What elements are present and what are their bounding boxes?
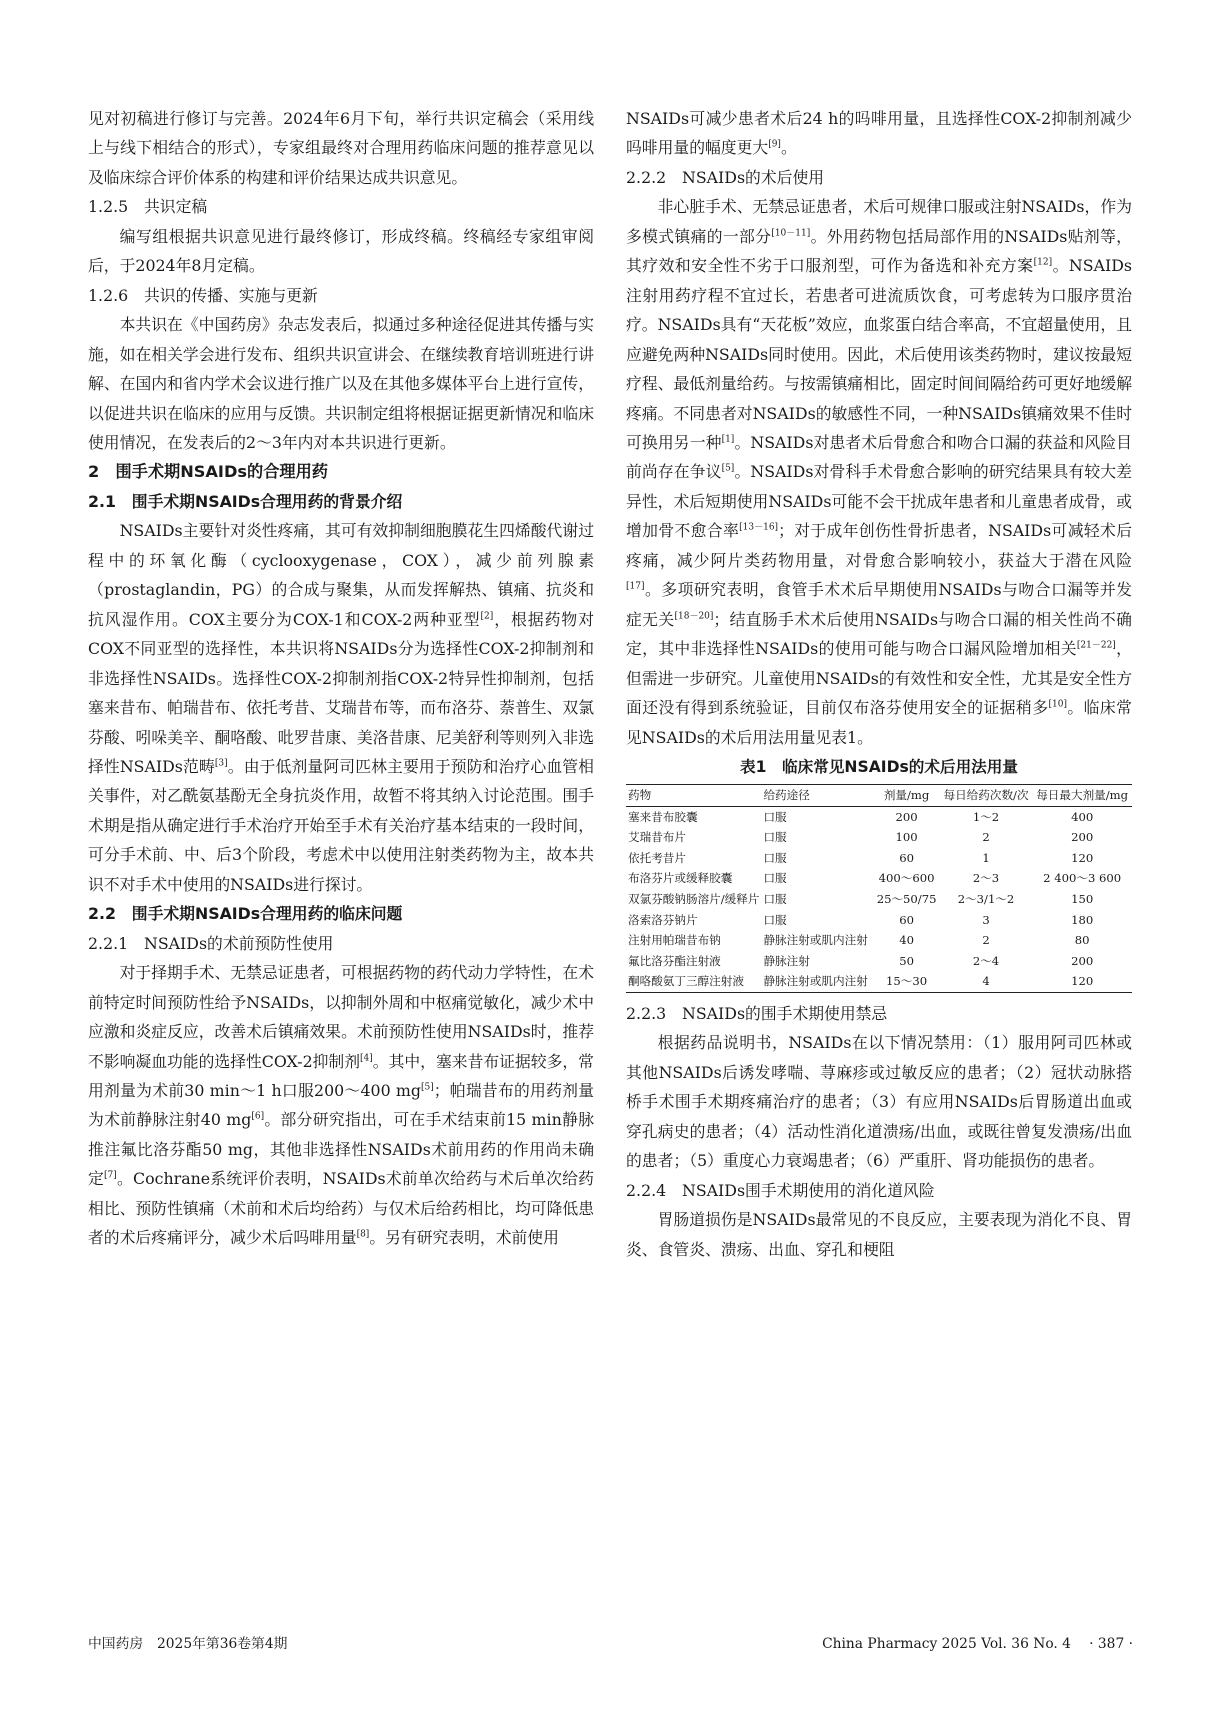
- table-cell: 2～3: [972, 871, 1000, 886]
- table-cell: 1: [982, 850, 990, 865]
- table-cell: 4: [982, 974, 990, 989]
- table-cell: 3: [982, 912, 990, 927]
- table-header-cell: 剂量/mg: [873, 784, 939, 806]
- table-cell: 1～2: [972, 809, 1000, 824]
- paragraph-2-2-4: 胃肠道损伤是NSAIDs最常见的不良反应，主要表现为消化不良、胃炎、食管炎、溃疡、出血、穿孔和梗阻: [626, 1210, 1132, 1259]
- table-header-row: [626, 784, 1132, 806]
- paragraph-2-2-3: 根据药品说明书，NSAIDs在以下情况禁用：（1）服用阿司匹林或其他NSAIDs后诱发哮喘、荨麻疹或过敏反应的患者；（2）冠状动脉搭桥手术围手术期疼痛治疗的患者；（3）有应用NSAIDs后胃肠道出血或穿孔病史的患者；（4）活动性消化道溃疡/出血，或既往曾复发溃疡/出血的患者；（5）重度心力衰竭患者；（6）严重肝、肾功能损伤的患者。: [626, 1033, 1132, 1171]
- table-cell: 200: [1071, 830, 1094, 845]
- text-segment: ，但需进一步研究。儿童使用NSAIDs的有效性和安全性，尤其是安全性方面还没有得到系统验证，目前仅布洛芬使用安全的证据稍多: [626, 639, 1132, 718]
- text-segment: 。Cochrane系统评价表明，NSAIDs术前单次给药与术后单次给药相比、预防性镇痛（术前和术后均给药）与仅术后给药相比，均可降低患者的术后疼痛评分，减少术后吗啡用量: [88, 1169, 594, 1248]
- table-cell: 静脉注射或肌内注射: [763, 933, 868, 948]
- citation-ref[interactable]: [18－20]: [674, 611, 714, 622]
- text-segment: 。: [780, 138, 797, 158]
- citation-ref[interactable]: [6]: [251, 1112, 265, 1123]
- heading-2-2-4: 2.2.4 NSAIDs围手术期使用的消化道风险: [626, 1180, 935, 1200]
- text-segment: NSAIDs主要针对炎性疼痛，其可有效抑制细胞膜花生四烯酸代谢过程中的环氧化酶（cyclooxygenase，COX），减少前列腺素（prostaglandin，PG）的合成与聚集，从而发挥解热、镇痛、抗炎和抗风湿作用。COX主要分为COX-1和COX-2两种亚型: [88, 521, 594, 629]
- table-row: [626, 971, 1132, 992]
- heading-2-1: 2.1 围手术期NSAIDs合理用药的背景介绍: [88, 491, 403, 511]
- citation-ref[interactable]: [7]: [104, 1171, 117, 1182]
- table-cell: 静脉注射或肌内注射: [763, 974, 868, 989]
- table-cell: 口服: [763, 912, 787, 927]
- citation-ref[interactable]: [10－11]: [771, 228, 811, 239]
- table-cell: 塞来昔布胶囊: [628, 809, 698, 824]
- heading-1-2-5: 1.2.5 共识定稿: [88, 197, 208, 217]
- table-cell: 60: [899, 912, 914, 927]
- citation-ref[interactable]: [13－16]: [739, 523, 779, 534]
- table-cell: 2～3/1～2: [957, 891, 1015, 906]
- table-cell: 180: [1071, 912, 1094, 927]
- text-segment: 对于择期手术、无禁忌证患者，可根据药物的药代动力学特性，在术前特定时间预防性给予NSAIDs，以抑制外周和中枢痛觉敏化，减少术中应激和炎症反应，改善术后镇痛效果。术前预防性使用NSAIDs时，推荐不影响凝血功能的选择性COX-2抑制剂: [88, 963, 594, 1071]
- text-segment: ；对于成年创伤性骨折患者，NSAIDs可减轻术后疼痛，减少阿片类药物用量，对骨愈合影响较小，获益大于潜在风险: [626, 521, 1132, 570]
- left-column: [88, 104, 594, 1253]
- table-header-cell: 每日最大剂量/mg: [1032, 784, 1132, 806]
- text-segment: 。多项研究表明，食管手术术后早期使用NSAIDs与吻合口漏等并发症无关: [626, 580, 1132, 629]
- paragraph-1-2-5: 编写组根据共识意见进行最终修订，形成终稿。终稿经专家组审阅后，于2024年8月定稿。: [88, 226, 594, 276]
- table-cell: 120: [1071, 850, 1094, 865]
- heading-1-2-6: 1.2.6 共识的传播、实施与更新: [88, 285, 318, 305]
- citation-ref[interactable]: [17]: [626, 581, 645, 592]
- text-segment: 。另有研究表明，术前使用: [369, 1228, 559, 1248]
- table-cell: 口服: [763, 891, 787, 906]
- heading-2-2-1: 2.2.1 NSAIDs的术前预防性使用: [88, 933, 334, 953]
- paragraph-continued: [626, 104, 1132, 163]
- heading-2-2: 2.2 围手术期NSAIDs合理用药的临床问题: [88, 904, 403, 924]
- text-segment: ，根据药物对COX不同亚型的选择性，本共识将NSAIDs分为选择性COX-2抑制剂和非选择性NSAIDs。选择性COX-2抑制剂指COX-2特异性抑制剂，包括塞来昔布、帕瑞昔布、依托考昔、艾瑞昔布等，而布洛芬、萘普生、双氯芬酸、吲哚美辛、酮咯酸、吡罗昔康、美洛昔康、尼美舒利等则列入非选择性NSAIDs范畴: [88, 609, 594, 776]
- text-segment: 非心脏手术、无禁忌证患者，术后可规律口服或注射NSAIDs，作为多模式镇痛的一部分: [626, 197, 1132, 246]
- table-cell: 布洛芬片或缓释胶囊: [628, 871, 733, 886]
- text-segment: 。NSAIDs对患者术后骨愈合和吻合口漏的获益和风险目前尚存在争议: [626, 432, 1132, 482]
- table-cell: 口服: [763, 850, 787, 865]
- text-segment: 。部分研究指出，可在手术结束前15 min静脉推注氟比洛芬酯50 mg，其他非选择性NSAIDs术前用药的作用尚未确定: [88, 1110, 594, 1189]
- table-row: [626, 827, 1132, 848]
- table-header-cell: 药物: [626, 784, 761, 806]
- paragraph-2-1: [88, 516, 594, 899]
- paragraph-intro: 见对初稿进行修订与完善。2024年6月下旬，举行共识定稿会（采用线上与线下相结合的形式），专家组最终对合理用药临床问题的推荐意见以及临床综合评价体系的构建和评价结果达成共识意见。: [88, 109, 594, 187]
- text-segment: 。由于低剂量阿司匹林主要用于预防和治疗心血管相关事件，对乙酰氨基酚无全身抗炎作用，故暂不将其纳入讨论范围。围手术期是指从确定进行手术治疗开始至手术有关治疗基本结束的一段时间，可分手术前、中、后3个阶段，考虑术中以使用注射类药物为主，故本共识不对手术中使用的NSAIDs进行探讨。: [88, 756, 594, 894]
- citation-ref[interactable]: [10]: [1048, 699, 1067, 710]
- table-cell: 口服: [763, 830, 787, 845]
- text-segment: NSAIDs可减少患者术后24 h的吗啡用量，且选择性COX-2抑制剂减少吗啡用量的幅度更大: [626, 109, 1132, 158]
- table-row: [626, 806, 1132, 827]
- text-segment: 。临床常见NSAIDs的术后用法用量见表1。: [626, 698, 1132, 747]
- table-cell: 400～600: [878, 871, 935, 886]
- table-cell: 2: [982, 830, 990, 845]
- text-segment: 。其中，塞来昔布证据较多，常用剂量为术前30 min～1 h口服200～400 mg: [88, 1051, 594, 1100]
- table-cell: 口服: [763, 871, 787, 886]
- citation-ref[interactable]: [2]: [480, 611, 494, 622]
- table-row: [626, 868, 1132, 889]
- table-row: [626, 889, 1132, 910]
- table-cell: 2～4: [972, 953, 1000, 968]
- text-segment: 。NSAIDs注射用药疗程不宜过长，若患者可进流质饮食，可考虑转为口服序贯治疗。NSAIDs具有“天花板”效应，血浆蛋白结合率高，不宜超量使用，且应避免两种NSAIDs同时使用。因此，术后使用该类药物时，建议按最短疗程、最低剂量给药。与按需镇痛相比，固定时间间隔给药可更好地缓解疼痛。不同患者对NSAIDs的敏感性不同，一种NSAIDs镇痛效果不佳时可换用另一种: [626, 256, 1132, 452]
- citation-ref[interactable]: [3]: [214, 758, 228, 769]
- table-cell: 洛索洛芬钠片: [628, 912, 698, 927]
- table-title: 表1 临床常见NSAIDs的术后用法用量: [740, 757, 1018, 776]
- right-column: [626, 104, 1132, 1264]
- dosage-table: [626, 784, 1132, 993]
- citation-ref[interactable]: [1]: [721, 434, 735, 445]
- table-cell: 艾瑞昔布片: [628, 830, 686, 845]
- table-cell: 50: [899, 953, 914, 968]
- table-cell: 静脉注射: [763, 953, 810, 968]
- table-cell: 100: [895, 830, 918, 845]
- table-cell: 15～30: [886, 974, 928, 989]
- text-segment: 。NSAIDs对骨科手术骨愈合影响的研究结果具有较大差异性，术后短期使用NSAIDs可能不会干扰成年患者和儿童患者成骨，或增加骨不愈合率: [626, 462, 1132, 541]
- text-segment: 。外用药物包括局部作用的NSAIDs贴剂等，其疗效和安全性不劣于口服剂型，可作为备选和补充方案: [626, 226, 1132, 276]
- citation-ref[interactable]: [5]: [421, 1082, 434, 1093]
- table-cell: 注射用帕瑞昔布钠: [628, 933, 721, 948]
- table-cell: 2 400～3 600: [1043, 871, 1122, 886]
- table-cell: 25～50/75: [876, 891, 937, 906]
- table-cell: 酮咯酸氨丁三醇注射液: [628, 974, 744, 989]
- table-cell: 40: [899, 933, 914, 948]
- table-cell: 氟比洛芬酯注射液: [628, 953, 721, 968]
- table-cell: 60: [899, 850, 914, 865]
- footer-journal-cn: 中国药房 2025年第36卷第4期: [88, 1636, 288, 1652]
- table-row: [626, 951, 1132, 972]
- table-header-cell: 给药途径: [761, 784, 873, 806]
- table-cell: 依托考昔片: [628, 850, 686, 865]
- table-cell: 400: [1071, 809, 1094, 824]
- citation-ref[interactable]: [12]: [1033, 258, 1053, 268]
- table-cell: 200: [1071, 953, 1094, 968]
- table-row: [626, 930, 1132, 951]
- table-cell: 120: [1071, 974, 1094, 989]
- citation-ref[interactable]: [5]: [721, 464, 735, 475]
- citation-ref[interactable]: [8]: [356, 1229, 370, 1240]
- heading-2: 2 围手术期NSAIDs的合理用药: [88, 462, 328, 482]
- paragraph-1-2-6: 本共识在《中国药房》杂志发表后，拟通过多种途径促进其传播与实施，如在相关学会进行发布、组织共识宣讲会、在继续教育培训班进行讲解、在国内和省内学术会议进行推广以及在其他多媒体平台上进行宣传，以促进共识在临床的应用与反馈。共识制定组将根据证据更新情况和临床使用情况，在发表后的2～3年内对本共识进行更新。: [88, 315, 594, 452]
- page-footer: [88, 1632, 1133, 1656]
- text-segment: ；帕瑞昔布的用药剂量为术前静脉注射40 mg: [88, 1080, 594, 1130]
- table-row: [626, 848, 1132, 869]
- text-segment: ；结直肠手术术后使用NSAIDs与吻合口漏的相关性尚不确定，其中非选择性NSAIDs的使用可能与吻合口漏风险增加相关: [626, 609, 1132, 659]
- table-cell: 80: [1074, 933, 1090, 948]
- table-header-cell: 每日给药次数/次: [940, 784, 1033, 806]
- table-cell: 150: [1071, 891, 1094, 906]
- table-cell: 200: [895, 809, 918, 824]
- citation-ref[interactable]: [21－22]: [1076, 640, 1116, 651]
- table-cell: 双氯芬酸钠肠溶片/缓释片: [628, 891, 760, 906]
- table-cell: 2: [982, 933, 990, 948]
- heading-2-2-2: 2.2.2 NSAIDs的术后使用: [626, 167, 825, 187]
- table-row: [626, 910, 1132, 931]
- citation-ref[interactable]: [4]: [360, 1053, 373, 1064]
- paragraph-2-2-1: [88, 958, 594, 1253]
- table-cell: 口服: [763, 809, 787, 824]
- heading-2-2-3: 2.2.3 NSAIDs的围手术期使用禁忌: [626, 1003, 888, 1023]
- citation-ref[interactable]: [9]: [768, 140, 781, 151]
- footer-journal-en-page: China Pharmacy 2025 Vol. 36 No. 4 · 387 ·: [822, 1636, 1133, 1652]
- paragraph-2-2-2: [626, 192, 1132, 752]
